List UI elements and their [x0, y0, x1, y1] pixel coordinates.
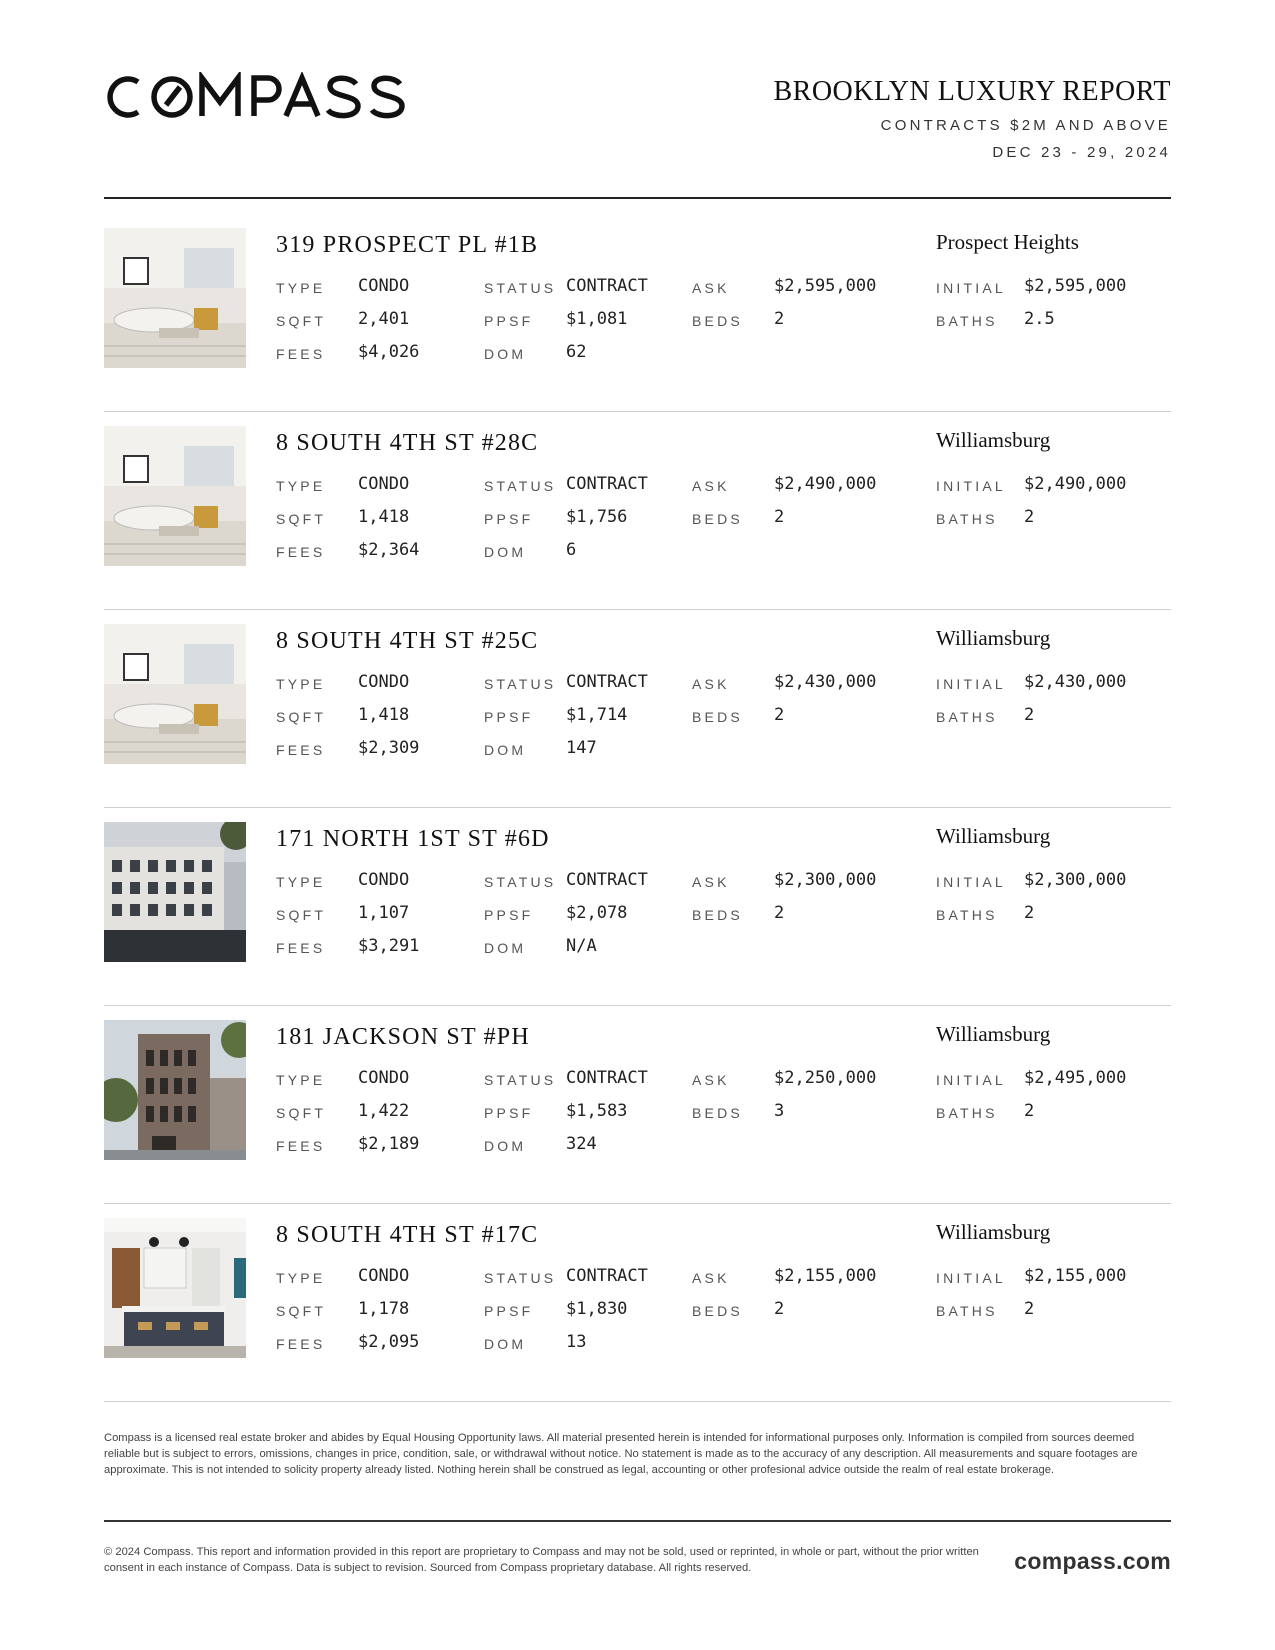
website-link[interactable]: compass.com — [1014, 1548, 1171, 1574]
footer-divider — [104, 1520, 1171, 1522]
type-value: CONDO — [358, 672, 410, 692]
ppsf-value: $1,081 — [566, 309, 628, 329]
type-label: TYPE — [276, 1270, 326, 1286]
copyright-notice: © 2024 Compass. This report and information provided in this report are proprietary to Compass and may not be sold, used or reprinted, in whole or part, without the prior written consent in each instance of Compass. Data is subject to revision. Sourced from Compass proprietary database. All rights reserved. — [104, 1546, 979, 1574]
status-value: CONTRACT — [566, 1266, 648, 1286]
dom-label: DOM — [484, 544, 527, 560]
listing-address: 8 SOUTH 4TH ST #17C — [276, 1222, 539, 1248]
kitchen-photo — [104, 1218, 246, 1358]
listing-address: 8 SOUTH 4TH ST #25C — [276, 628, 539, 654]
ask-label: ASK — [692, 478, 730, 494]
sqft-label: SQFT — [276, 1105, 327, 1121]
fees-value: $2,309 — [358, 738, 420, 758]
fees-label: FEES — [276, 940, 326, 956]
listing-row — [104, 610, 1171, 808]
ppsf-value: $1,756 — [566, 507, 628, 527]
fees-label: FEES — [276, 1336, 326, 1352]
baths-label: BATHS — [936, 1303, 998, 1319]
beds-value: 2 — [774, 507, 785, 527]
type-value: CONDO — [358, 1266, 410, 1286]
beds-label: BEDS — [692, 907, 743, 923]
sqft-label: SQFT — [276, 1303, 327, 1319]
type-value: CONDO — [358, 870, 410, 890]
ask-label: ASK — [692, 280, 730, 296]
living-room-photo — [104, 426, 246, 566]
type-label: TYPE — [276, 478, 326, 494]
beds-value: 2 — [774, 1299, 785, 1319]
ask-value: $2,490,000 — [774, 474, 877, 494]
fees-label: FEES — [276, 742, 326, 758]
initial-value: $2,430,000 — [1024, 672, 1127, 692]
ask-value: $2,155,000 — [774, 1266, 877, 1286]
fees-label: FEES — [276, 1138, 326, 1154]
beds-value: 2 — [774, 705, 785, 725]
sqft-label: SQFT — [276, 709, 327, 725]
row-divider — [104, 1401, 1171, 1402]
dom-label: DOM — [484, 346, 527, 362]
status-value: CONTRACT — [566, 1068, 648, 1088]
dom-value: 62 — [566, 342, 587, 362]
living-room-photo — [104, 624, 246, 764]
building-exterior-photo — [104, 822, 246, 962]
dom-label: DOM — [484, 940, 527, 956]
ask-label: ASK — [692, 1072, 730, 1088]
fees-value: $2,189 — [358, 1134, 420, 1154]
baths-value: 2 — [1024, 903, 1035, 923]
dom-label: DOM — [484, 742, 527, 758]
sqft-value: 1,418 — [358, 705, 410, 725]
initial-label: INITIAL — [936, 478, 1006, 494]
listing-neighborhood: Williamsburg — [936, 1022, 1051, 1046]
beds-value: 2 — [774, 309, 785, 329]
status-label: STATUS — [484, 1270, 557, 1286]
listing-address: 8 SOUTH 4TH ST #28C — [276, 430, 539, 456]
ppsf-label: PPSF — [484, 709, 534, 725]
compass-logo — [104, 72, 424, 122]
sqft-label: SQFT — [276, 313, 327, 329]
fees-value: $2,095 — [358, 1332, 420, 1352]
ask-label: ASK — [692, 1270, 730, 1286]
initial-label: INITIAL — [936, 1270, 1006, 1286]
status-label: STATUS — [484, 874, 557, 890]
status-label: STATUS — [484, 478, 557, 494]
baths-value: 2 — [1024, 1101, 1035, 1121]
status-label: STATUS — [484, 280, 557, 296]
fees-label: FEES — [276, 346, 326, 362]
ppsf-label: PPSF — [484, 511, 534, 527]
initial-value: $2,495,000 — [1024, 1068, 1127, 1088]
type-value: CONDO — [358, 474, 410, 494]
status-value: CONTRACT — [566, 474, 648, 494]
ppsf-label: PPSF — [484, 313, 534, 329]
listing-neighborhood: Williamsburg — [936, 824, 1051, 848]
ask-label: ASK — [692, 676, 730, 692]
listing-address: 319 PROSPECT PL #1B — [276, 232, 539, 258]
initial-value: $2,155,000 — [1024, 1266, 1127, 1286]
initial-label: INITIAL — [936, 1072, 1006, 1088]
beds-label: BEDS — [692, 511, 743, 527]
beds-label: BEDS — [692, 1105, 743, 1121]
ppsf-value: $2,078 — [566, 903, 628, 923]
status-value: CONTRACT — [566, 672, 648, 692]
status-value: CONTRACT — [566, 276, 648, 296]
baths-value: 2.5 — [1024, 309, 1055, 329]
sqft-label: SQFT — [276, 907, 327, 923]
dom-value: N/A — [566, 936, 597, 956]
ask-value: $2,250,000 — [774, 1068, 877, 1088]
legal-disclaimer: Compass is a licensed real estate broker and abides by Equal Housing Opportunity laws. All material presented herein is intended for informational purposes only. Information is compiled from sources deemed reliable but is subject to errors, omissions, changes in price, condition, sale, or withdrawal without notice. No statement is made as to the accuracy of any description. All measurements and square footages are approximate. This is not intended to solicity property already listed. Nothing herein shall be construed as legal, accounting or other profesional advice outside the realm of real estate brokerage. — [104, 1432, 1138, 1476]
listing-row — [104, 214, 1171, 412]
ask-value: $2,595,000 — [774, 276, 877, 296]
type-label: TYPE — [276, 1072, 326, 1088]
report-date-range: DEC 23 - 29, 2024 — [992, 144, 1171, 161]
listing-neighborhood: Williamsburg — [936, 1220, 1051, 1244]
listing-neighborhood: Williamsburg — [936, 626, 1051, 650]
initial-value: $2,490,000 — [1024, 474, 1127, 494]
header-divider — [104, 197, 1171, 199]
type-label: TYPE — [276, 676, 326, 692]
listing-neighborhood: Williamsburg — [936, 428, 1051, 452]
dom-value: 6 — [566, 540, 577, 560]
report-subtitle: CONTRACTS $2M AND ABOVE — [880, 117, 1171, 134]
baths-label: BATHS — [936, 709, 998, 725]
listing-row — [104, 412, 1171, 610]
status-value: CONTRACT — [566, 870, 648, 890]
baths-value: 2 — [1024, 507, 1035, 527]
initial-label: INITIAL — [936, 874, 1006, 890]
dom-value: 324 — [566, 1134, 597, 1154]
beds-label: BEDS — [692, 313, 743, 329]
status-label: STATUS — [484, 676, 557, 692]
beds-label: BEDS — [692, 709, 743, 725]
baths-label: BATHS — [936, 511, 998, 527]
type-value: CONDO — [358, 1068, 410, 1088]
beds-label: BEDS — [692, 1303, 743, 1319]
listing-address: 171 NORTH 1ST ST #6D — [276, 826, 550, 852]
sqft-value: 1,107 — [358, 903, 410, 923]
fees-value: $3,291 — [358, 936, 420, 956]
ppsf-label: PPSF — [484, 1105, 534, 1121]
ppsf-value: $1,583 — [566, 1101, 628, 1121]
initial-value: $2,300,000 — [1024, 870, 1127, 890]
dom-label: DOM — [484, 1138, 527, 1154]
initial-label: INITIAL — [936, 676, 1006, 692]
fees-value: $2,364 — [358, 540, 420, 560]
dom-label: DOM — [484, 1336, 527, 1352]
sqft-value: 2,401 — [358, 309, 410, 329]
fees-label: FEES — [276, 544, 326, 560]
listing-row — [104, 1006, 1171, 1204]
initial-value: $2,595,000 — [1024, 276, 1127, 296]
listing-neighborhood: Prospect Heights — [936, 230, 1079, 254]
sqft-value: 1,178 — [358, 1299, 410, 1319]
sqft-value: 1,422 — [358, 1101, 410, 1121]
ask-label: ASK — [692, 874, 730, 890]
type-label: TYPE — [276, 280, 326, 296]
dom-value: 147 — [566, 738, 597, 758]
sqft-value: 1,418 — [358, 507, 410, 527]
ppsf-value: $1,830 — [566, 1299, 628, 1319]
listing-row — [104, 1204, 1171, 1402]
listing-address: 181 JACKSON ST #PH — [276, 1024, 530, 1050]
type-label: TYPE — [276, 874, 326, 890]
ppsf-label: PPSF — [484, 1303, 534, 1319]
report-title: BROOKLYN LUXURY REPORT — [773, 76, 1171, 107]
dom-value: 13 — [566, 1332, 587, 1352]
type-value: CONDO — [358, 276, 410, 296]
ask-value: $2,430,000 — [774, 672, 877, 692]
initial-label: INITIAL — [936, 280, 1006, 296]
sqft-label: SQFT — [276, 511, 327, 527]
status-label: STATUS — [484, 1072, 557, 1088]
ask-value: $2,300,000 — [774, 870, 877, 890]
baths-value: 2 — [1024, 1299, 1035, 1319]
beds-value: 3 — [774, 1101, 785, 1121]
beds-value: 2 — [774, 903, 785, 923]
baths-label: BATHS — [936, 907, 998, 923]
living-room-photo — [104, 228, 246, 368]
listing-row — [104, 808, 1171, 1006]
baths-label: BATHS — [936, 1105, 998, 1121]
fees-value: $4,026 — [358, 342, 420, 362]
brick-building-photo — [104, 1020, 246, 1160]
baths-label: BATHS — [936, 313, 998, 329]
ppsf-value: $1,714 — [566, 705, 628, 725]
baths-value: 2 — [1024, 705, 1035, 725]
ppsf-label: PPSF — [484, 907, 534, 923]
